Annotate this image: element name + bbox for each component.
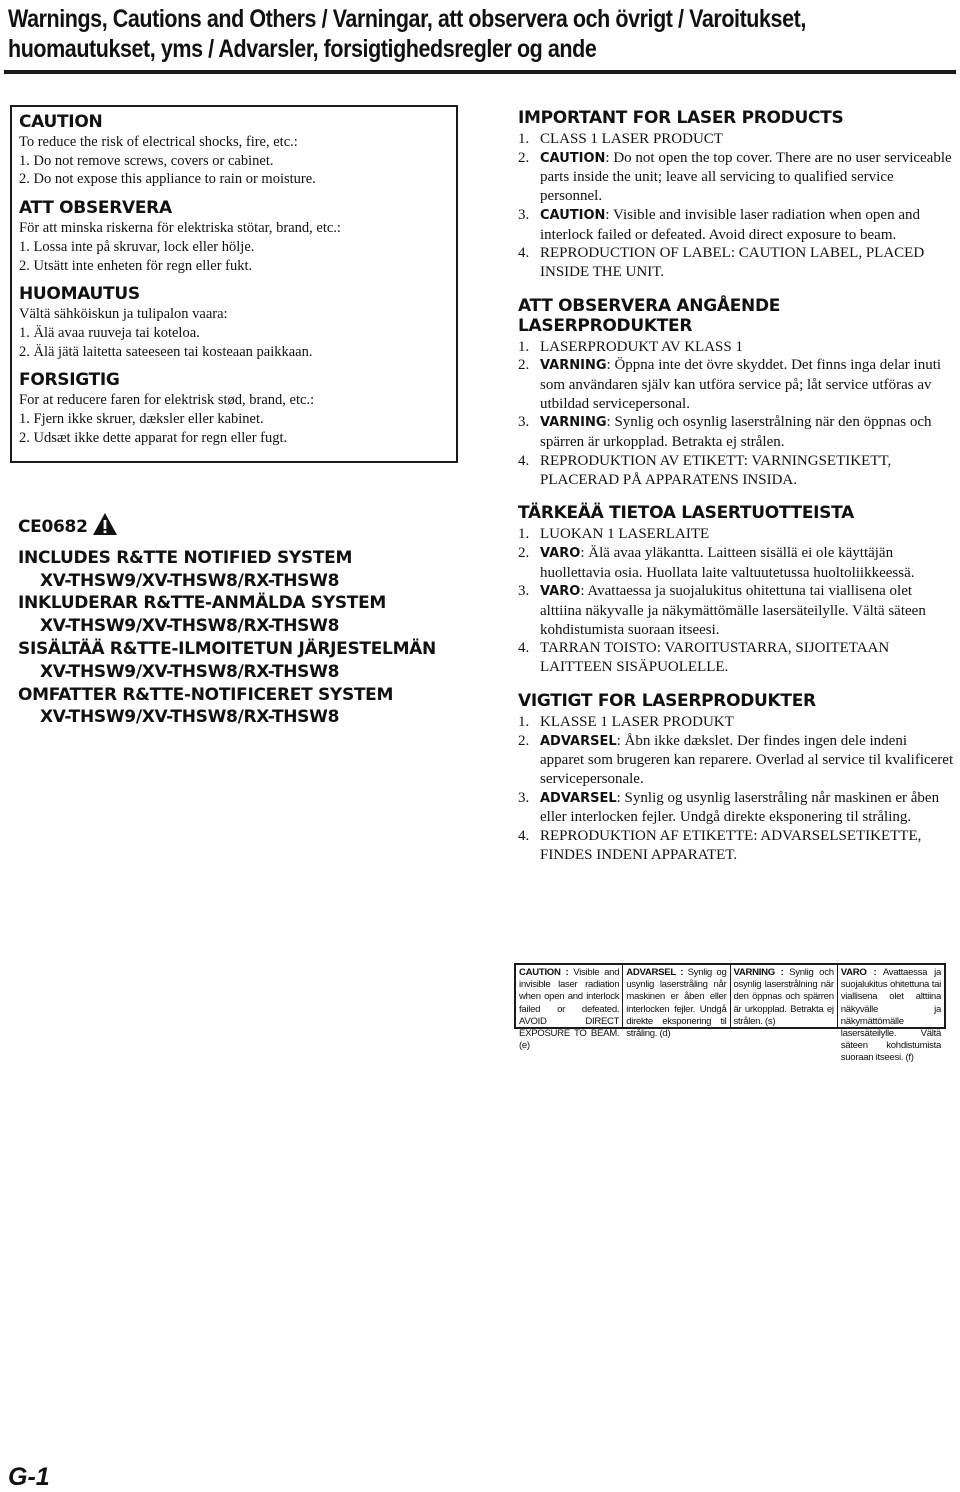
laser-item-text bbox=[540, 639, 954, 676]
laser-item-number: 1. bbox=[518, 713, 530, 730]
laser-item-body: : Avattaessa ja suojalukitus ohitettuna tai viallisena olet alttiina näkyvalle ja näkymättömälle lasersäteilylle. Vältä säteen kohdistumista suoraan itseesi. bbox=[540, 583, 926, 638]
ce-model-line: XV-THSW9/XV-THSW8/RX-THSW8 bbox=[40, 616, 340, 637]
laser-section bbox=[518, 108, 954, 282]
ce-model-line: XV-THSW9/XV-THSW8/RX-THSW8 bbox=[40, 570, 340, 591]
laser-item-keyword: VARO bbox=[540, 545, 581, 561]
caution-line: 2. Udsæt ikke dette apparat for regn eller fugt. bbox=[19, 429, 288, 446]
caution-section-title: CAUTION bbox=[19, 112, 103, 132]
laser-label-text: Synlig og usynlig laserstråling når maskinen er åben eller interlocken fejler. Undgå direkte eksponering til stråling. (d) bbox=[626, 967, 727, 1040]
laser-section-title: VIGTIGT FOR LASERPRODUKTER bbox=[518, 690, 816, 711]
laser-section-title: TÄRKEÄÄ TIETOA LASERTUOTTEISTA bbox=[518, 503, 854, 524]
laser-item-body: : Åbn ikke dækslet. Der findes ingen dele indeni apparet som brugeren kan reparere. Overlad al service til kvalificeret servicepersonale. bbox=[540, 732, 954, 787]
laser-item-text bbox=[540, 244, 954, 281]
laser-item-keyword: ADVARSEL bbox=[540, 790, 617, 806]
laser-item-body: : Öppna inte det övre skyddet. Det finns inga delar inuti som användaren själv kan utföra service på; låt service utföras av utbildad servicepersonal. bbox=[540, 357, 942, 412]
laser-item bbox=[518, 713, 954, 732]
laser-item-body: : Visible and invisible laser radiation when open and interlock failed or defeated. Avoid direct exposure to beam. bbox=[540, 206, 920, 243]
laser-label-keyword: CAUTION : bbox=[519, 967, 569, 978]
laser-item-text bbox=[540, 452, 954, 489]
caution-line: 1. Lossa inte på skruvar, lock eller hölje. bbox=[19, 238, 255, 255]
laser-item-number: 4. bbox=[518, 828, 530, 845]
ce-model-line: XV-THSW9/XV-THSW8/RX-THSW8 bbox=[40, 661, 340, 682]
laser-item bbox=[518, 356, 954, 413]
laser-label-cell bbox=[623, 965, 730, 1040]
section-gap bbox=[19, 361, 456, 369]
laser-item-text bbox=[540, 130, 954, 149]
laser-section bbox=[518, 296, 954, 490]
laser-item-number: 4. bbox=[518, 452, 530, 469]
caution-line: 2. Älä jätä laitetta sateeseen tai kosteaan paikkaan. bbox=[19, 343, 313, 360]
laser-item-body: REPRODUKTION AV ETIKETT: VARNINGSETIKETT, PLACERAD PÅ APPARATENS INSIDA. bbox=[540, 452, 892, 488]
caution-box bbox=[10, 105, 458, 463]
laser-item bbox=[518, 452, 954, 489]
laser-item bbox=[518, 525, 954, 544]
laser-item-number: 4. bbox=[518, 245, 530, 262]
ce-system-line: INCLUDES R&TTE NOTIFIED SYSTEM bbox=[18, 547, 353, 568]
laser-item-text bbox=[540, 525, 954, 544]
laser-item-text bbox=[540, 338, 954, 357]
caution-section-title: HUOMAUTUS bbox=[19, 284, 140, 305]
laser-item-keyword: VARNING bbox=[540, 358, 607, 374]
caution-line: Vältä sähköiskun ja tulipalon vaara: bbox=[19, 306, 228, 323]
laser-item-body: : Älä avaa yläkantta. Laitteen sisällä ei ole käyttäjän huollettavia osia. Huollata laite valtuutetussa huoltoliikkeessä. bbox=[540, 544, 915, 581]
laser-item bbox=[518, 130, 954, 149]
laser-section-title: ATT OBSERVERA ANGÅENDE LASERPRODUKTER bbox=[518, 295, 781, 336]
laser-label-keyword: VARO : bbox=[840, 967, 877, 978]
ce-system-line: OMFATTER R&TTE-NOTIFICERET SYSTEM bbox=[18, 684, 394, 705]
laser-item bbox=[518, 827, 954, 864]
caution-line: 1. Älä avaa ruuveja tai koteloa. bbox=[19, 324, 200, 341]
laser-item bbox=[518, 413, 954, 451]
laser-item-list bbox=[518, 130, 954, 282]
ce-model-line: XV-THSW9/XV-THSW8/RX-THSW8 bbox=[40, 707, 340, 728]
laser-item-keyword: CAUTION bbox=[540, 150, 606, 166]
laser-item-list bbox=[518, 713, 954, 865]
laser-item-number: 1. bbox=[518, 526, 530, 543]
laser-label-keyword: ADVARSEL : bbox=[626, 967, 684, 978]
laser-item-body: : Synlig och osynlig laserstrålning när den öppnas och spärren är urkopplad. Betrakta ej strålen. bbox=[540, 414, 932, 451]
laser-item-body: KLASSE 1 LASER PRODUKT bbox=[540, 713, 734, 730]
caution-line: 2. Utsätt inte enheten för regn eller fukt. bbox=[19, 257, 253, 274]
ce-mark: CE0682 bbox=[18, 517, 88, 537]
laser-section bbox=[518, 691, 954, 865]
header-rule bbox=[4, 70, 956, 74]
page-number: G-1 bbox=[8, 1463, 50, 1491]
caution-line: To reduce the risk of electrical shocks, fire, etc.: bbox=[19, 134, 298, 150]
caution-line: 1. Do not remove screws, covers or cabinet. bbox=[19, 152, 274, 169]
laser-item-body: CLASS 1 LASER PRODUCT bbox=[540, 131, 723, 147]
laser-label-cell bbox=[838, 965, 944, 1064]
laser-item-number: 2. bbox=[518, 732, 530, 749]
caution-line: För att minska riskerna för elektriska stötar, brand, etc.: bbox=[19, 220, 341, 237]
laser-item-text bbox=[540, 713, 954, 732]
laser-item-number: 4. bbox=[518, 640, 530, 657]
laser-item-text bbox=[540, 149, 954, 206]
laser-label-table bbox=[514, 963, 946, 1064]
laser-item-body: REPRODUKTION AF ETIKETTE: ADVARSELSETIKETTE, FINDES INDENI APPARATET. bbox=[540, 828, 922, 863]
caution-section-title: ATT OBSERVERA bbox=[19, 198, 172, 219]
page-header-line-1: Warnings, Cautions and Others / Varningar, att observera och övrigt / Varoitukset, bbox=[8, 5, 806, 33]
laser-item-body: LUOKAN 1 LASERLAITE bbox=[540, 526, 710, 543]
page-header bbox=[8, 4, 825, 64]
ce-lines bbox=[18, 547, 458, 729]
laser-item bbox=[518, 206, 954, 244]
laser-item-number: 3. bbox=[518, 583, 530, 600]
laser-item-body: : Synlig og usynlig laserstråling når maskinen er åben eller interlocken fejler. Undgå direkte eksponering til stråling. bbox=[540, 789, 940, 826]
ce-mark-row bbox=[18, 512, 458, 543]
laser-label-text: Avattaessa ja suojalukitus ohitettuna tai viallisena olet alttiina näkyvälle ja näkymättömälle lasersäteilylle. Vältä säteen kohdistumista suoraan itseesi. (f) bbox=[840, 967, 941, 1064]
laser-item-number: 2. bbox=[518, 357, 530, 374]
laser-item-text bbox=[540, 356, 954, 413]
ce-system-line: SISÄLTÄÄ R&TTE-ILMOITETUN JÄRJESTELMÄN bbox=[18, 638, 436, 659]
laser-item bbox=[518, 338, 954, 357]
laser-item-keyword: VARNING bbox=[540, 415, 607, 431]
laser-item-list bbox=[518, 525, 954, 677]
laser-label-text: Visible and invisible laser radiation when open and interlock failed or defeated. AVOID DIRECT EXPOSURE TO BEAM. (e) bbox=[519, 967, 620, 1052]
laser-item-body: TARRAN TOISTO: VAROITUSTARRA, SIJOITETAAN LAITTEEN SISÄPUOLELLE. bbox=[540, 640, 890, 676]
laser-item bbox=[518, 149, 954, 206]
laser-item-number: 2. bbox=[518, 544, 530, 561]
section-gap bbox=[19, 189, 456, 197]
laser-item-text bbox=[540, 544, 954, 582]
laser-item-text bbox=[540, 789, 954, 827]
laser-label-keyword: VARNING : bbox=[733, 967, 784, 978]
laser-item-body: : Do not open the top cover. There are no user serviceable parts inside the unit; leave all servicing to qualified service personnel. bbox=[540, 149, 952, 205]
laser-item-keyword: CAUTION bbox=[540, 207, 606, 223]
laser-item-number: 3. bbox=[518, 206, 530, 223]
laser-item-keyword: ADVARSEL bbox=[540, 733, 617, 749]
laser-item-number: 1. bbox=[518, 131, 530, 147]
laser-item bbox=[518, 244, 954, 281]
laser-column bbox=[518, 108, 954, 879]
laser-section bbox=[518, 503, 954, 677]
laser-label-cell bbox=[516, 965, 623, 1052]
caution-section-title: FORSIGTIG bbox=[19, 370, 120, 391]
laser-item-keyword: VARO bbox=[540, 584, 581, 600]
laser-item-text bbox=[540, 582, 954, 639]
caution-line: For at reducere faren for elektrisk stød, brand, etc.: bbox=[19, 392, 315, 409]
caution-line: 2. Do not expose this appliance to rain or moisture. bbox=[19, 171, 316, 188]
caution-line: 1. Fjern ikke skruer, dæksler eller kabinet. bbox=[19, 411, 264, 428]
section-gap bbox=[19, 275, 456, 283]
laser-item bbox=[518, 639, 954, 676]
ce-system-line: INKLUDERAR R&TTE-ANMÄLDA SYSTEM bbox=[18, 593, 387, 614]
laser-item-list bbox=[518, 338, 954, 490]
laser-item bbox=[518, 732, 954, 789]
laser-item bbox=[518, 544, 954, 582]
laser-label-cell bbox=[731, 965, 838, 1027]
laser-label-text: Synlig och osynlig laserstrålning när den öppnas och spärren är urkopplad. Betrakta ej strålen. (s) bbox=[733, 967, 834, 1027]
ce-block bbox=[18, 512, 458, 729]
warning-triangle-icon bbox=[92, 512, 118, 543]
laser-item-body: LASERPRODUKT AV KLASS 1 bbox=[540, 338, 743, 355]
page-header-line-2: huomautukset, yms / Advarsler, forsigtighedsregler og ande bbox=[8, 35, 597, 63]
laser-item-number: 3. bbox=[518, 789, 530, 806]
laser-item-body: REPRODUCTION OF LABEL: CAUTION LABEL, PLACED INSIDE THE UNIT. bbox=[540, 245, 925, 280]
laser-item-text bbox=[540, 732, 954, 789]
laser-item-number: 3. bbox=[518, 414, 530, 431]
laser-item-number: 1. bbox=[518, 338, 530, 355]
laser-item-text bbox=[540, 413, 954, 451]
laser-section-title: IMPORTANT FOR LASER PRODUCTS bbox=[518, 108, 844, 128]
laser-item bbox=[518, 789, 954, 827]
laser-item-text bbox=[540, 206, 954, 244]
laser-item-text bbox=[540, 827, 954, 864]
laser-item bbox=[518, 582, 954, 639]
laser-item-number: 2. bbox=[518, 149, 530, 166]
